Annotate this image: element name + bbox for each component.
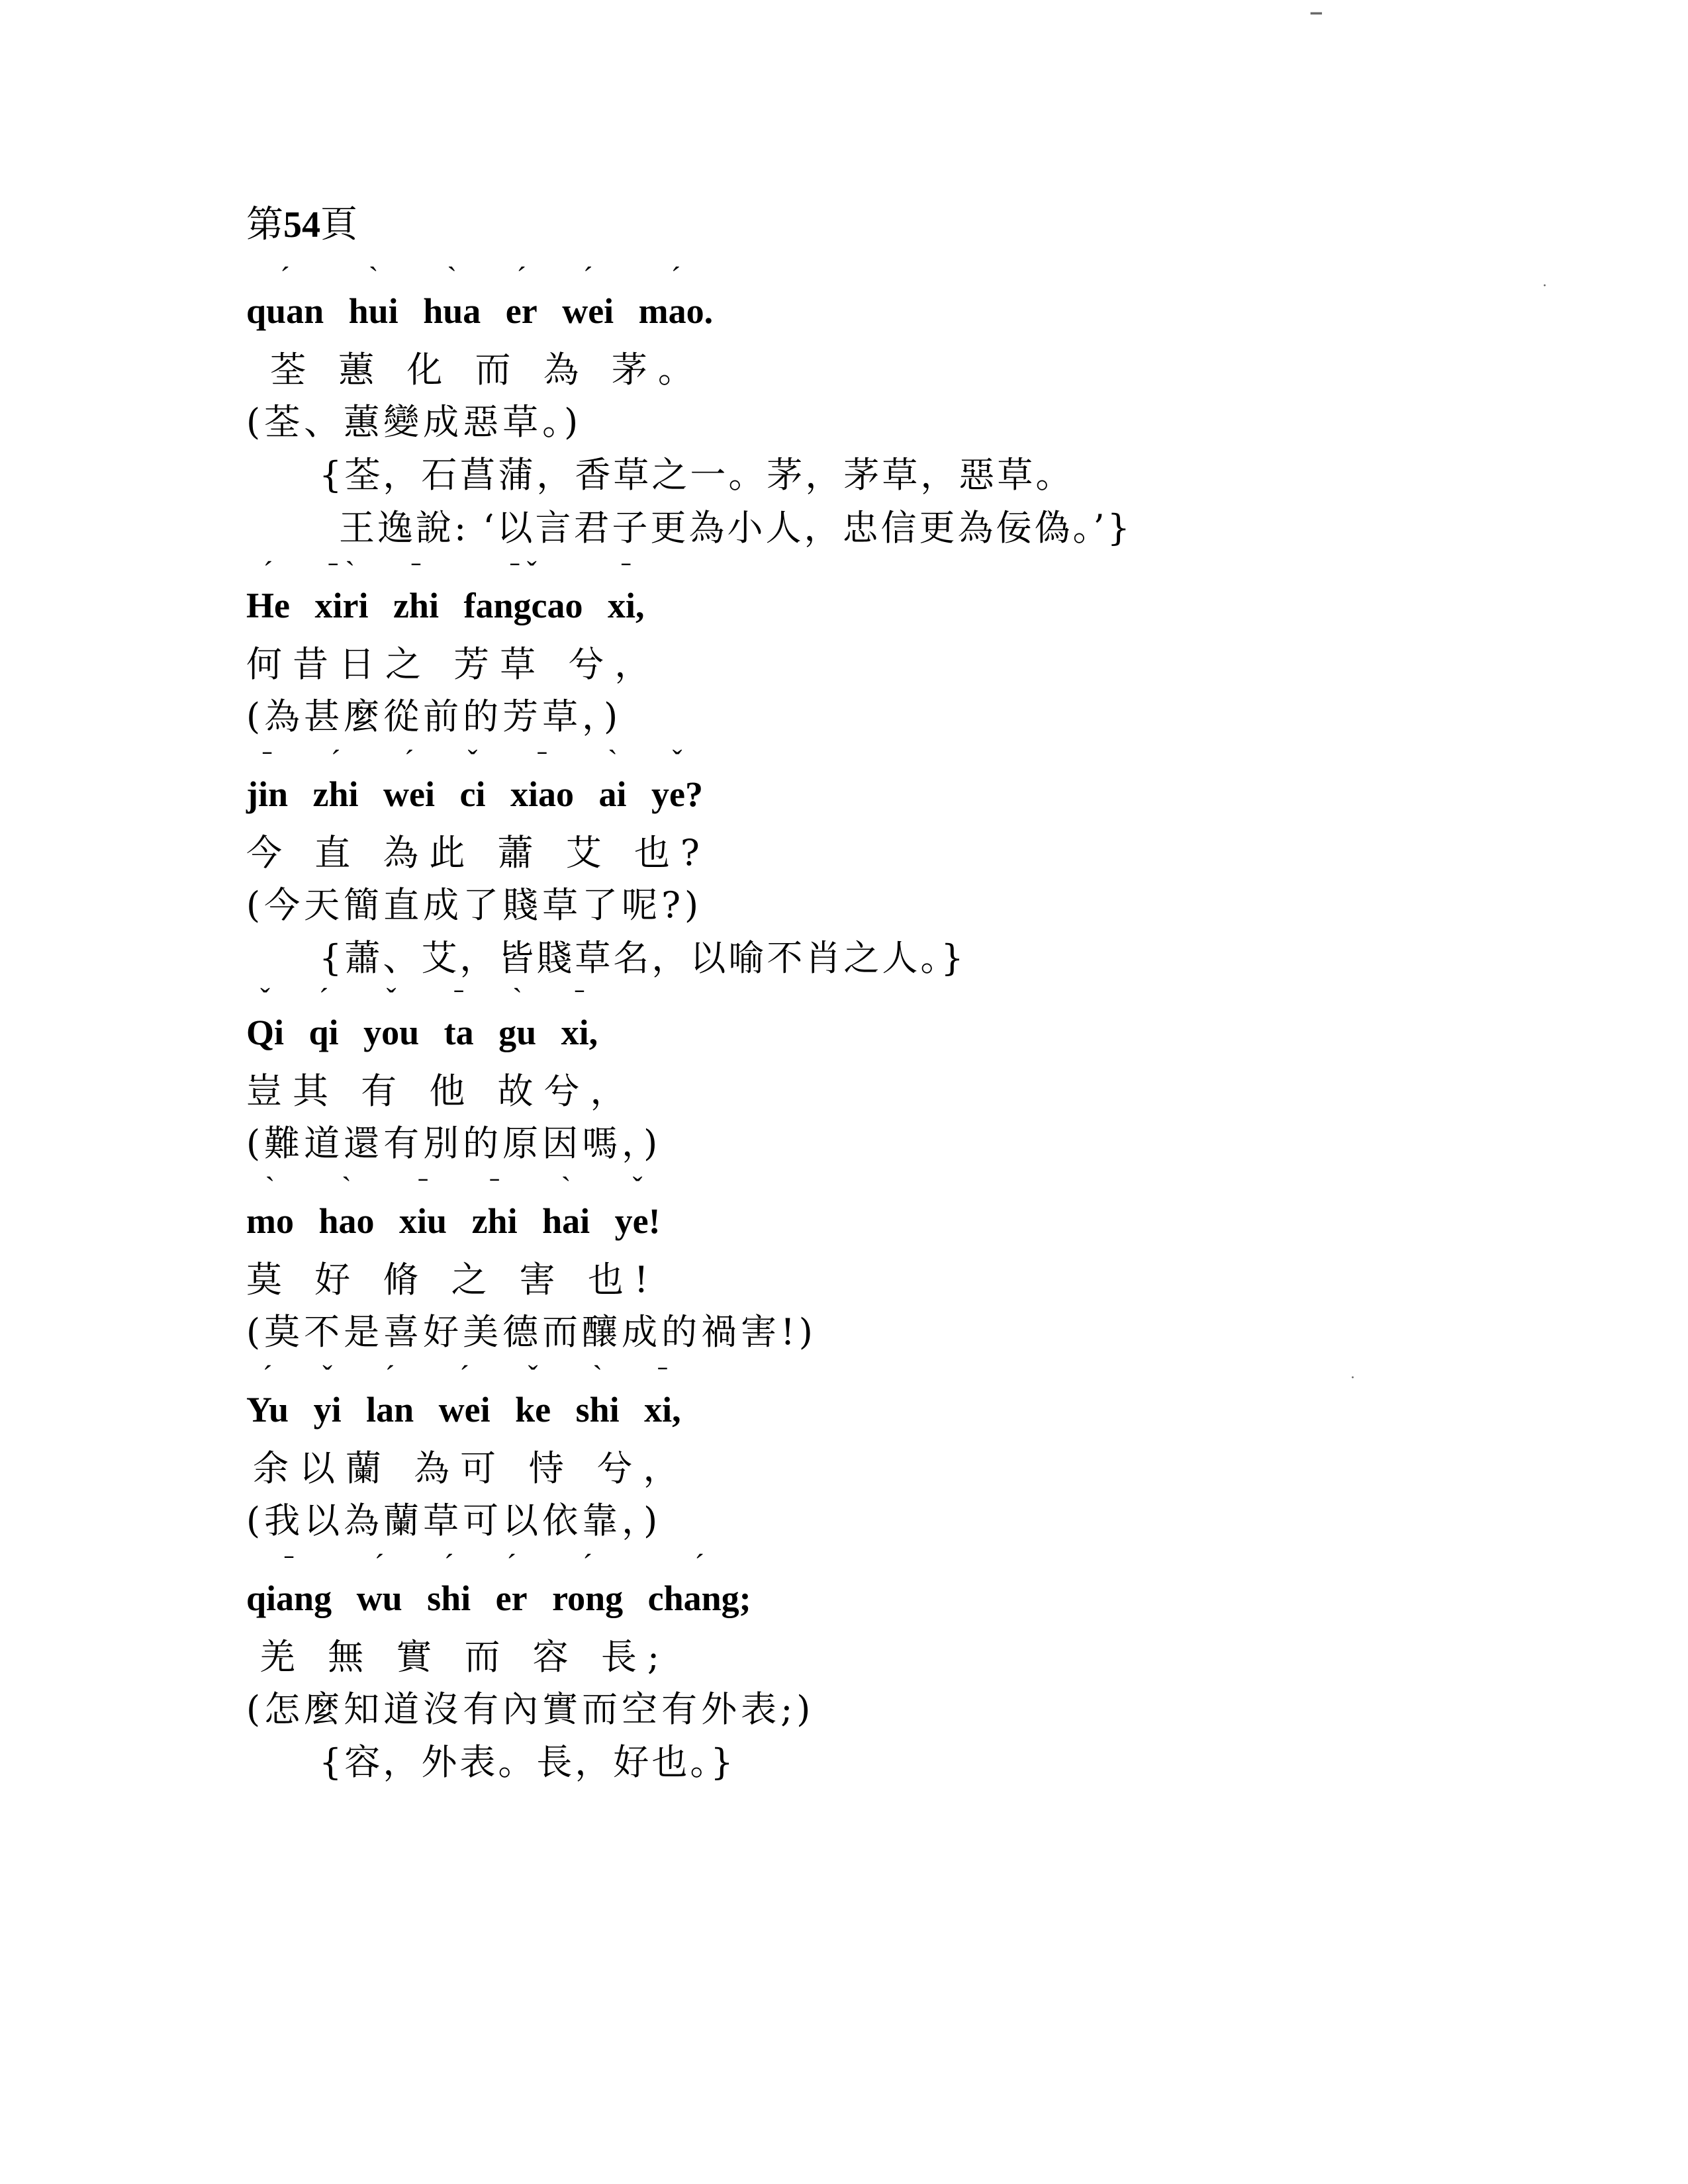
translation-line: (我以為蘭草可以依靠，) [246, 1500, 662, 1541]
translation-line: (為甚麼從前的芳草，) [246, 696, 622, 737]
chinese-verse-line: 羌 無 實 而 容 長; [259, 1636, 671, 1678]
page-number-prefix: 第 [246, 203, 283, 246]
tone-mark: ˉ [537, 745, 547, 777]
pinyin-word: ˉ zhi [393, 556, 439, 625]
tone-mark: ˇ [386, 983, 397, 1015]
pinyin-word: ˊ qi [308, 983, 339, 1052]
tone-mark: ˉ ˇ [510, 556, 537, 588]
pinyin-word: ˉ jin [246, 745, 289, 814]
tone-mark: ˊ [385, 1360, 395, 1392]
pinyin-word: ˊ rong [552, 1549, 624, 1618]
annotation-line: {荃，石菖蒲，香草之一。茅，茅草，惡草。 [319, 454, 1074, 496]
tone-mark: ˇ [528, 1360, 538, 1392]
chinese-verse-line: 豈其 有 他 故兮， [246, 1070, 637, 1112]
scan-speck: · [1350, 1370, 1355, 1387]
tone-mark: ˇ [632, 1171, 643, 1204]
pinyin-word: ˉ xiu [399, 1171, 447, 1241]
tone-mark: ˋ [561, 1171, 571, 1204]
pinyin-word: ˊ wei [383, 745, 436, 814]
stanza [246, 1350, 1570, 1547]
tone-mark: ˊ [444, 1549, 454, 1581]
pinyin-word: ˋ gu [498, 983, 537, 1052]
tone-mark: ˊ [506, 1549, 516, 1581]
pinyin-word: ˉ xi, [607, 556, 645, 625]
pinyin-word: ˊ wu [356, 1549, 402, 1618]
pinyin-word: ˊ He [246, 556, 290, 625]
pinyin-line [246, 973, 1570, 1066]
tone-mark: ˉ [284, 1549, 294, 1581]
tone-mark: ˋ [447, 261, 457, 294]
tone-mark: ˉ [489, 1171, 500, 1204]
scan-speck: · [1542, 278, 1547, 295]
page-number-value: 54 [283, 205, 320, 246]
tone-mark: ˊ [374, 1549, 385, 1581]
pinyin-word: ˊ er [495, 1549, 528, 1618]
pinyin-word: ˉ ˇ fangcao [463, 556, 583, 625]
pinyin-word: ˊ Yu [246, 1360, 289, 1430]
pinyin-word: ˊ chang; [647, 1549, 751, 1618]
pinyin-word: ˉ xi, [561, 983, 598, 1052]
translation-line: (難道還有別的原因嗎，) [246, 1122, 662, 1164]
pinyin-word: ˇ yi [313, 1360, 342, 1430]
tone-mark: ˊ [459, 1360, 469, 1392]
tone-mark: ˇ [260, 983, 270, 1015]
pinyin-word: ˊ wei [438, 1360, 491, 1430]
pinyin-word: ˉ ˋ xiri [314, 556, 369, 625]
tone-mark: ˉ [453, 983, 464, 1015]
pinyin-line [246, 1161, 1570, 1254]
tone-mark: ˉ [575, 983, 585, 1015]
pinyin-line [246, 735, 1570, 827]
tone-mark: ˊ [671, 261, 681, 294]
tone-mark: ˉ [621, 556, 632, 588]
pinyin-word: ˉ xi, [644, 1360, 681, 1430]
chinese-verse-line: 余以蘭 為可 恃 兮， [253, 1447, 690, 1489]
pinyin-word: ˋ hui [348, 261, 399, 331]
stanza [246, 735, 1570, 985]
annotation-line: 王逸說: ‘以言君子更為小人，忠信更為佞偽。’} [339, 507, 1133, 549]
tone-mark: ˊ [263, 556, 273, 588]
pinyin-word: ˊ shi [427, 1549, 471, 1618]
tone-mark: ˇ [322, 1360, 332, 1392]
tone-mark: ˊ [516, 261, 527, 294]
tone-mark: ˇ [672, 745, 682, 777]
tone-mark: ˊ [280, 261, 290, 294]
stanza [246, 1161, 1570, 1359]
annotation-line: {容，外表。長，好也。} [319, 1741, 736, 1783]
pinyin-word: ˋ ai [598, 745, 627, 814]
tone-mark: ˋ [342, 1171, 352, 1204]
pinyin-word: ˇ Qi [246, 983, 285, 1052]
pinyin-word: ˊ lan [366, 1360, 414, 1430]
tone-mark: ˉ ˋ [328, 556, 355, 588]
pinyin-word: ˋ hua [423, 261, 481, 331]
tone-mark: ˊ [694, 1549, 704, 1581]
tone-mark: ˊ [330, 745, 341, 777]
pinyin-word: ˋ hao [318, 1171, 375, 1241]
tone-mark: ˋ [608, 745, 618, 777]
stanza [246, 546, 1570, 743]
tone-mark: ˉ [411, 556, 421, 588]
translation-line: (荃、蕙變成惡草。) [246, 401, 583, 443]
pinyin-word: ˇ you [363, 983, 420, 1052]
scan-speck: ▔ [1311, 13, 1322, 30]
pinyin-word: ˇ ci [459, 745, 486, 814]
translation-line: (莫不是喜好美德而釀成的禍害!) [246, 1311, 817, 1353]
pinyin-word: ˇ ke [515, 1360, 551, 1430]
tone-mark: ˉ [657, 1360, 668, 1392]
pinyin-word: ˋ mo [246, 1171, 294, 1241]
annotation-line: {蕭、艾，皆賤草名，以喻不肖之人。} [319, 937, 966, 979]
stanza [246, 251, 1570, 555]
tone-mark: ˊ [583, 261, 593, 294]
translation-line: (今天簡直成了賤草了呢?) [246, 884, 703, 926]
pinyin-word: ˉ zhi [471, 1171, 518, 1241]
translation-line: (怎麼知道沒有內實而空有外表;) [246, 1688, 815, 1730]
pinyin-word: ˋ shi [575, 1360, 620, 1430]
pinyin-line [246, 1350, 1570, 1443]
tone-mark: ˊ [318, 983, 329, 1015]
chinese-verse-line: 莫 好 脩 之 害 也! [246, 1259, 659, 1300]
tone-mark: ˋ [592, 1360, 602, 1392]
tone-mark: ˊ [583, 1549, 592, 1581]
chinese-verse-line: 今 直 為此 蕭 艾 也? [246, 832, 710, 874]
tone-mark: ˊ [262, 1360, 273, 1392]
pinyin-word: ˊ zhi [312, 745, 359, 814]
pinyin-word: ˋ hai [542, 1171, 590, 1241]
tone-mark: ˉ [262, 745, 272, 777]
page-number-suffix: 頁 [320, 203, 357, 246]
page-number [246, 195, 357, 248]
chinese-verse-line: 荃 蕙 化 而 為 茅。 [270, 349, 704, 390]
pinyin-line [246, 1539, 1570, 1631]
pinyin-word: ˊ mao. [638, 261, 714, 331]
tone-mark: ˋ [512, 983, 522, 1015]
chinese-verse-line: 何昔日之 芳草 兮， [246, 643, 661, 685]
pinyin-word: ˇ ye? [651, 745, 703, 814]
tone-mark: ˋ [265, 1171, 275, 1204]
pinyin-line [246, 251, 1570, 344]
pinyin-word: ˊ quan [246, 261, 324, 331]
tone-mark: ˉ [418, 1171, 428, 1204]
stanza [246, 1539, 1570, 1789]
tone-mark: ˇ [467, 745, 478, 777]
pinyin-word: ˉ ta [444, 983, 474, 1052]
tone-mark: ˋ [368, 261, 379, 294]
pinyin-word: ˉ xiao [510, 745, 575, 814]
pinyin-word: ˉ qiang [246, 1549, 332, 1618]
stanza [246, 973, 1570, 1170]
pinyin-word: ˊ wei [562, 261, 614, 331]
pinyin-line [246, 546, 1570, 639]
tone-mark: ˊ [404, 745, 414, 777]
pinyin-word: ˊ er [505, 261, 538, 331]
pinyin-word: ˇ ye! [614, 1171, 661, 1241]
